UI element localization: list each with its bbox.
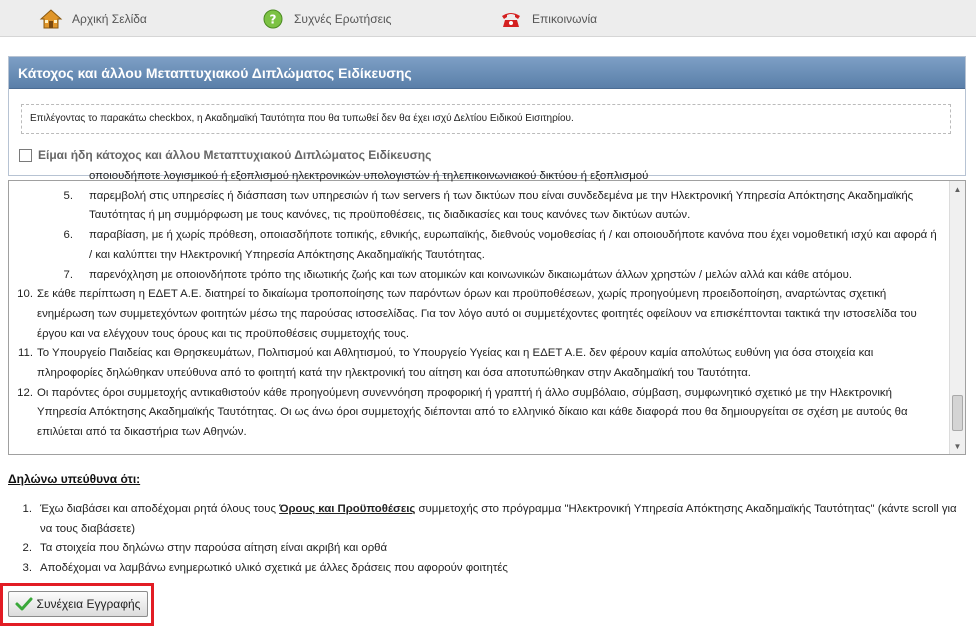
declaration-list — [8, 500, 968, 579]
declaration-item-text: Αποδέχομαι να λαμβάνω ενημερωτικό υλικό σχετικά με άλλες δράσεις που αφορούν φοιτητές — [40, 562, 508, 575]
holder-checkbox-row[interactable] — [19, 148, 431, 162]
terms-sub-item-number: 6. — [63, 229, 73, 242]
declaration-item — [8, 559, 968, 579]
top-navigation-bar — [0, 0, 976, 37]
svg-text:?: ? — [269, 12, 277, 27]
home-icon — [40, 9, 62, 29]
declaration-item-text: Έχω διαβάσει και αποδέχομαι ρητά όλους τους — [40, 503, 280, 515]
question-icon — [262, 9, 284, 29]
declaration-item — [8, 500, 968, 539]
nav-contact-link[interactable] — [500, 8, 597, 30]
continue-registration-button[interactable] — [8, 591, 148, 617]
terms-sub-item-number: 7. — [63, 268, 73, 281]
checkmark-icon — [16, 597, 32, 611]
terms-item — [9, 285, 949, 344]
declaration-item-text: συμμετοχής στο πρόγραμμα "Ηλεκτρονική Υπηρεσία Απόκτησης Ακαδημαϊκής Ταυτότητας" (κάντε scroll για να τους διαβάσετε) — [40, 503, 957, 535]
panel-title: Κάτοχος και άλλου Μεταπτυχιακού Διπλώματος Ειδίκευσης — [9, 57, 965, 89]
declaration-item — [8, 539, 968, 559]
ticket-notice: Επιλέγοντας το παρακάτω checkbox, η Ακαδημαϊκή Ταυτότητα που θα τυπωθεί δεν θα έχει ισχύ Δελτίου Ειδικού Εισιτηρίου. — [21, 104, 951, 134]
scrollbar-thumb[interactable] — [952, 395, 963, 431]
terms-item-number: 11. — [18, 347, 33, 360]
terms-sub-item-text: παραβίαση, με ή χωρίς πρόθεση, οποιασδήποτε τοπικής, εθνικής, ευρωπαϊκής, διεθνούς νομοθεσίας ή / και οποιουδήποτε κανόνα που έχει νομοθετική ισχύ και αφορά ή / και καλύπτει την Ηλεκτρονική Υπηρεσία Απόκτησης Ακαδημαϊκής Ταυτότητας. — [89, 229, 937, 261]
nav-faq-link[interactable] — [262, 8, 391, 30]
terms-conditions-link[interactable]: Όρους και Προϋποθέσεις — [279, 503, 416, 515]
scroll-down-arrow-icon[interactable]: ▼ — [953, 441, 962, 451]
terms-scrollbar[interactable] — [949, 181, 965, 454]
terms-item-number: 12. — [17, 386, 33, 399]
postgraduate-holder-panel — [8, 56, 966, 176]
terms-sub-item — [9, 187, 949, 226]
terms-item — [9, 344, 949, 383]
terms-item-text: Το Υπουργείο Παιδείας και Θρησκευμάτων, Πολιτισμού και Αθλητισμού, το Υπουργείο Υγείας και η ΕΔΕΤ Α.Ε. δεν φέρουν καμία απολύτως ευθύνη για όσα στοιχεία και πληροφορίες δηλώθηκαν υπεύθυνα από το φοιτητή κατά την ηλεκτρονική του αίτηση και όσα αποτυπώθηκαν στην Ακαδημαϊκή του Ταυτότητα. — [37, 347, 874, 380]
declaration-item-number: 1. — [22, 503, 32, 515]
nav-faq-label: Συχνές Ερωτήσεις — [294, 12, 392, 26]
declaration-title: Δηλώνω υπεύθυνα ότι: — [8, 472, 141, 486]
terms-item — [9, 384, 949, 443]
terms-item-text: Σε κάθε περίπτωση η ΕΔΕΤ Α.Ε. διατηρεί το δικαίωμα τροποποίησης των παρόντων όρων και προϋποθέσεων, χωρίς προηγούμενη προειδοποίηση, αναρτώντας σχετική ενημέρωση των συμμετεχόντων φοιτητών μέσω της παρούσας ιστοσελίδας. Για τον λόγο αυτό οι συμμετέχοντες φοιτητές οφείλουν να επισκέπτονται τακτικά την ιστοσελίδα του έργου και να ελέγχουν τους όρους και τις προϋποθέσεις συμμετοχής τους. — [37, 288, 917, 340]
declaration-item-number: 2. — [22, 542, 32, 555]
terms-item-number: 10. — [17, 288, 33, 301]
nav-home-label: Αρχική Σελίδα — [72, 12, 147, 26]
nav-home-link[interactable] — [40, 8, 147, 30]
telephone-icon — [500, 9, 522, 29]
scroll-up-arrow-icon[interactable]: ▲ — [953, 184, 962, 194]
terms-scroll-box[interactable] — [8, 170, 966, 455]
terms-partial-text: οποιουδήποτε λογισμικού ή εξοπλισμού ηλεκτρονικών υπολογιστών ή τηλεπικοινωνιακού δικτύου ή εξοπλισμού — [89, 170, 649, 182]
nav-contact-label: Επικοινωνία — [532, 12, 598, 26]
terms-content — [9, 167, 949, 443]
terms-sub-item — [9, 266, 949, 286]
holder-checkbox[interactable] — [19, 149, 32, 162]
terms-sub-item-text: παρεμβολή στις υπηρεσίες ή διάσπαση των υπηρεσιών ή των servers ή των δικτύων που είναι συνδεδεμένα με την Ηλεκτρονική Υπηρεσία Απόκτησης Ακαδημαϊκής Ταυτότητας ή μη συμμόρφωση με τους κανόνες, τις προϋποθέσεις, τις διαδικασίες και τους κανόνες των δικτύων αυτών. — [89, 189, 914, 222]
declaration-item-text: Τα στοιχεία που δηλώνω στην παρούσα αίτηση είναι ακριβή και ορθά — [40, 542, 388, 555]
holder-checkbox-label[interactable]: Είμαι ήδη κάτοχος και άλλου Μεταπτυχιακού Διπλώματος Ειδίκευσης — [38, 148, 432, 162]
terms-sub-item — [9, 226, 949, 265]
terms-item-text: Οι παρόντες όροι συμμετοχής αντικαθιστούν κάθε προηγούμενη συνεννόηση προφορική ή γραπτή ή άλλο συμβόλαιο, σύμβαση, συμφωνητικό σχετικό με την Ηλεκτρονική Υπηρεσία Απόκτησης Ακαδημαϊκής Ταυτότητας. Οι ως άνω όροι συμμετοχής διέπονται από το ελληνικό δίκαιο και κάθε διαφορά που θα δημιουργείται σε σχέση με αυτούς θα επιλύεται από τα δικαστήρια των Αθηνών. — [37, 386, 908, 439]
terms-sub-item-text: παρενόχληση με οποιονδήποτε τρόπο της ιδιωτικής ζωής και των ατομικών και κοινωνικών δικαιωμάτων άλλων χρηστών / μελών αλλά και κάθε ατόμου. — [89, 268, 852, 281]
continue-registration-label: Συνέχεια Εγγραφής — [36, 597, 141, 611]
terms-partial-line — [9, 167, 949, 187]
declaration-item-number: 3. — [22, 562, 32, 575]
terms-sub-item-number: 5. — [63, 189, 73, 202]
